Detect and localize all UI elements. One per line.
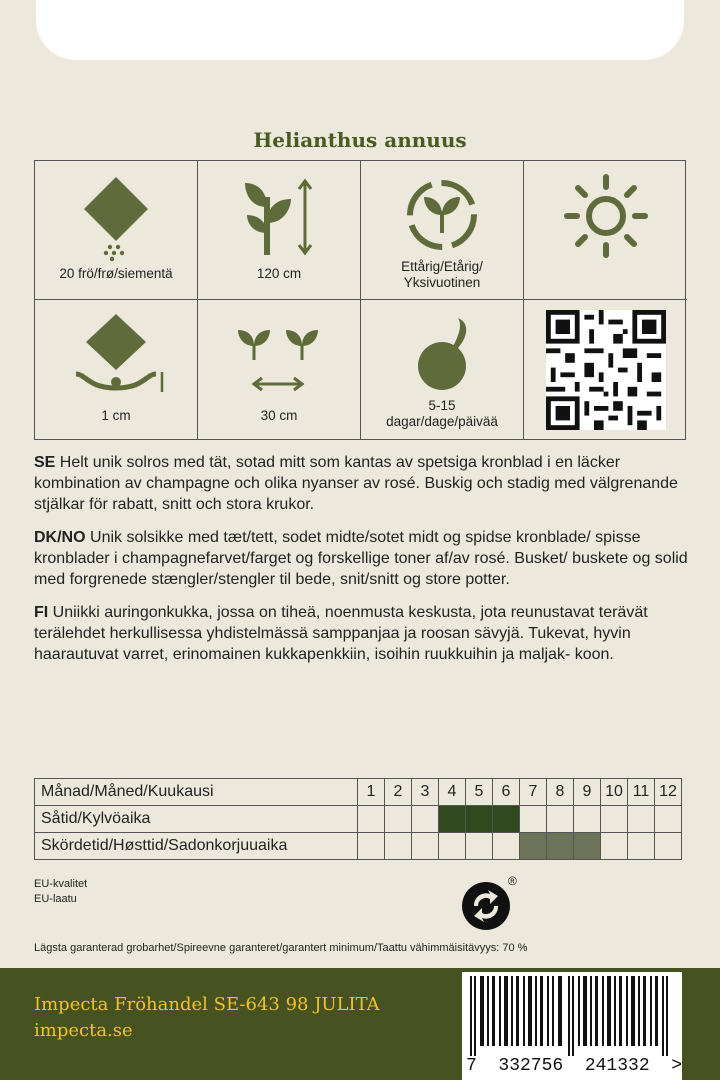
sowing-cell-active: [466, 806, 493, 833]
registered-mark: ®: [508, 874, 517, 888]
harvest-cell: [601, 833, 628, 860]
barcode: [462, 972, 682, 1080]
company-address: Impecta Fröhandel SE-643 98 JULITA: [34, 994, 380, 1015]
height-label: 120 cm: [256, 266, 302, 281]
germination-guarantee: Lägsta garanterad grobarhet/Spireevne garanteret/garantert minimum/Taattu vähimmäisitävyys: 70 %: [34, 942, 528, 954]
sowing-row: [35, 806, 682, 833]
seeds-cell: [35, 161, 198, 300]
lang-code-fi: FI: [34, 604, 49, 621]
description-dkno-text: Unik solsikke med tæt/tett, sodet midte/sotet midt og spidse kronblade/ spisse kronblader i champagnefarvet/farget og forskellige toner af/av rosé. Busket/ buskete og solid med forgrenede stængler/stengler til bede, snit/snitt og store potter.: [34, 529, 688, 588]
description-se-text: Helt unik solros med tät, sotad mitt som kantas av spetsiga kronblad i en läcker kombination av champagne och olika nyanser av rosé. Buskig och stadig med välgrenande stjälkar för rabatt, snitt och stora krukor.: [34, 454, 678, 513]
seed-packet-icon: [76, 175, 156, 265]
latin-name: Helianthus annuus: [253, 128, 467, 152]
month-7: 7: [520, 779, 547, 806]
month-9: 9: [574, 779, 601, 806]
depth-label: 1 cm: [101, 408, 131, 423]
sowing-cell: [385, 806, 412, 833]
description-se: [34, 452, 690, 515]
spacing-cell: [198, 300, 361, 439]
sowing-cell: [412, 806, 439, 833]
description-dkno: [34, 527, 690, 590]
harvest-cell: [493, 833, 520, 860]
annual-cycle-icon: [402, 175, 482, 255]
harvest-cell-active: [574, 833, 601, 860]
sowing-label: Såtid/Kylvöaika: [35, 806, 358, 833]
seeds-count-label: 20 frö/frø/siementä: [59, 266, 173, 281]
description-fi: [34, 602, 690, 665]
germination-unit-label: dagar/dage/päivää: [386, 414, 498, 429]
lang-code-se: SE: [34, 454, 56, 471]
germination-cell: [361, 300, 524, 439]
month-3: 3: [412, 779, 439, 806]
harvest-cell: [466, 833, 493, 860]
sowing-cell: [628, 806, 655, 833]
qr-code-icon[interactable]: [546, 310, 666, 430]
harvest-cell: [412, 833, 439, 860]
plant-height-icon: [239, 177, 319, 257]
sowing-cell-active: [439, 806, 466, 833]
harvest-row: [35, 833, 682, 860]
harvest-cell: [628, 833, 655, 860]
harvest-label: Skördetid/Høsttid/Sadonkorjuuaika: [35, 833, 358, 860]
description-fi-text: Uniikki auringonkukka, jossa on tiheä, noenmusta keskusta, jota reunustavat terävät terälehdet herkullisessa yhdistelmässä samppanjaa ja roosan sävyjä. Tukevat, hyvin haarautuvat varret, erinomainen kukkapenkkiin, isoihin ruukkuihin ja maljak- koon.: [34, 604, 648, 663]
sowing-cell: [574, 806, 601, 833]
harvest-cell-active: [547, 833, 574, 860]
sowing-depth-icon: [66, 312, 166, 396]
calendar-month-label: Månad/Måned/Kuukausi: [35, 779, 358, 806]
plant-spacing-icon: [234, 320, 324, 400]
height-cell: [198, 161, 361, 300]
sowing-cell: [547, 806, 574, 833]
eu-quality-se: EU-kvalitet: [34, 878, 88, 890]
lang-code-dkno: DK/NO: [34, 529, 86, 546]
icon-grid: [34, 160, 686, 440]
sun-icon: [561, 171, 651, 261]
barcode-bars: [468, 976, 678, 1056]
harvest-cell: [439, 833, 466, 860]
germination-icon: [402, 314, 482, 394]
month-4: 4: [439, 779, 466, 806]
month-12: 12: [655, 779, 682, 806]
depth-cell: [35, 300, 198, 439]
germination-days-label: 5-15: [428, 398, 456, 413]
sowing-cell-active: [493, 806, 520, 833]
sowing-calendar: [34, 778, 682, 860]
harvest-cell: [358, 833, 385, 860]
lifecycle-cell: [361, 161, 524, 300]
month-10: 10: [601, 779, 628, 806]
month-11: 11: [628, 779, 655, 806]
lifecycle-label-1: Ettårig/Etårig/: [401, 259, 483, 274]
month-8: 8: [547, 779, 574, 806]
sowing-cell: [601, 806, 628, 833]
calendar-header-row: [35, 779, 682, 806]
eu-quality-fi: EU-laatu: [34, 893, 77, 905]
barcode-number: 7 332756 241332 >: [466, 1056, 683, 1076]
month-1: 1: [358, 779, 385, 806]
website-link[interactable]: impecta.se: [34, 1020, 133, 1041]
sowing-cell: [655, 806, 682, 833]
sun-cell: [524, 161, 687, 300]
harvest-cell: [655, 833, 682, 860]
spacing-label: 30 cm: [260, 408, 298, 423]
lifecycle-label-2: Yksivuotinen: [403, 275, 481, 290]
month-5: 5: [466, 779, 493, 806]
month-6: 6: [493, 779, 520, 806]
sowing-cell: [520, 806, 547, 833]
sowing-cell: [358, 806, 385, 833]
month-2: 2: [385, 779, 412, 806]
hang-tab-cutout: [36, 0, 684, 60]
qr-cell: [524, 300, 687, 439]
harvest-cell: [385, 833, 412, 860]
harvest-cell-active: [520, 833, 547, 860]
